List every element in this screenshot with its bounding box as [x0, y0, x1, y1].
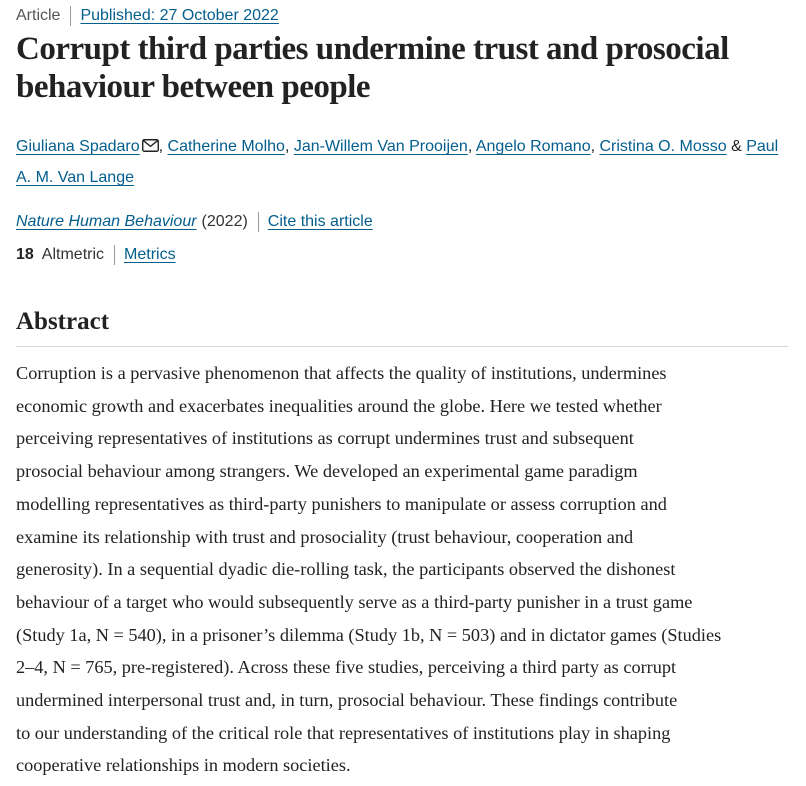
article-meta — [16, 6, 279, 26]
abstract-line: undermined interpersonal trust and, in turn, prosocial behaviour. These findings contribute — [16, 690, 678, 711]
author-link[interactable]: Jan-Willem Van Prooijen — [293, 138, 468, 155]
abstract-line: examine its relationship with trust and prosociality (trust behaviour, cooperation and — [16, 526, 634, 547]
author-link[interactable]: Catherine Molho — [167, 138, 285, 155]
abstract-line: to our understanding of the critical role that representatives of institutions play in shaping — [16, 722, 671, 743]
article-type: Article — [16, 7, 61, 24]
abstract-line: economic growth and exacerbates inequalities around the globe. Here we tested whether — [16, 395, 662, 416]
journal-name-link[interactable]: Nature Human Behaviour — [16, 213, 197, 230]
author-separator: , — [590, 138, 600, 155]
author-separator: , — [158, 138, 168, 155]
author-link[interactable]: Giuliana Spadaro — [16, 138, 140, 155]
altmetric-label: Altmetric — [41, 246, 105, 263]
author-separator: , — [284, 138, 294, 155]
metrics-divider — [114, 245, 115, 265]
cite-article-link[interactable]: Cite this article — [267, 213, 373, 230]
abstract-line: perceiving representatives of institutions as corrupt undermines trust and subsequent — [16, 428, 634, 449]
author-link[interactable]: Angelo Romano — [475, 138, 591, 155]
mail-icon[interactable] — [142, 139, 159, 152]
meta-divider — [70, 6, 71, 26]
abstract-line: Corruption is a pervasive phenomenon that affects the quality of institutions, undermines — [16, 363, 667, 383]
metrics-link[interactable]: Metrics — [124, 246, 176, 263]
author-separator: , — [467, 138, 476, 155]
metrics-bar — [16, 244, 176, 266]
author-separator: & — [726, 138, 747, 155]
abstract-line: generosity). In a sequential dyadic die-rolling task, the participants observed the dishonest — [16, 559, 676, 580]
abstract-line: 2–4, N = 765, pre-registered). Across these five studies, perceiving a third party as corrupt — [16, 657, 677, 678]
author-link[interactable]: Paul A. M. Van Lange — [16, 138, 779, 186]
published-date-link[interactable]: Published: 27 October 2022 — [80, 7, 279, 24]
section-divider — [16, 346, 788, 347]
abstract-line: modelling representatives as third-party punishers to manipulate or assess corruption and — [16, 493, 667, 514]
journal-year: (2022) — [201, 213, 248, 230]
journal-info — [16, 211, 373, 233]
abstract-text — [16, 357, 806, 782]
abstract-line: behaviour of a target who would subsequently serve as a third-party punisher in a trust game — [16, 591, 693, 612]
abstract-line: (Study 1a, N = 540), in a prisoner’s dilemma (Study 1b, N = 503) and in dictator games (Studies — [16, 624, 722, 645]
abstract-line: prosocial behaviour among strangers. We developed an experimental game paradigm — [16, 461, 638, 482]
author-link[interactable]: Cristina O. Mosso — [599, 138, 727, 155]
altmetric-score: 18 — [16, 246, 34, 263]
journal-divider — [258, 212, 259, 232]
abstract-heading: Abstract — [16, 308, 110, 335]
author-list — [16, 131, 794, 193]
abstract-line: cooperative relationships in modern societies. — [16, 755, 351, 776]
article-title: Corrupt third parties undermine trust and prosocial behaviour between people — [16, 31, 729, 105]
